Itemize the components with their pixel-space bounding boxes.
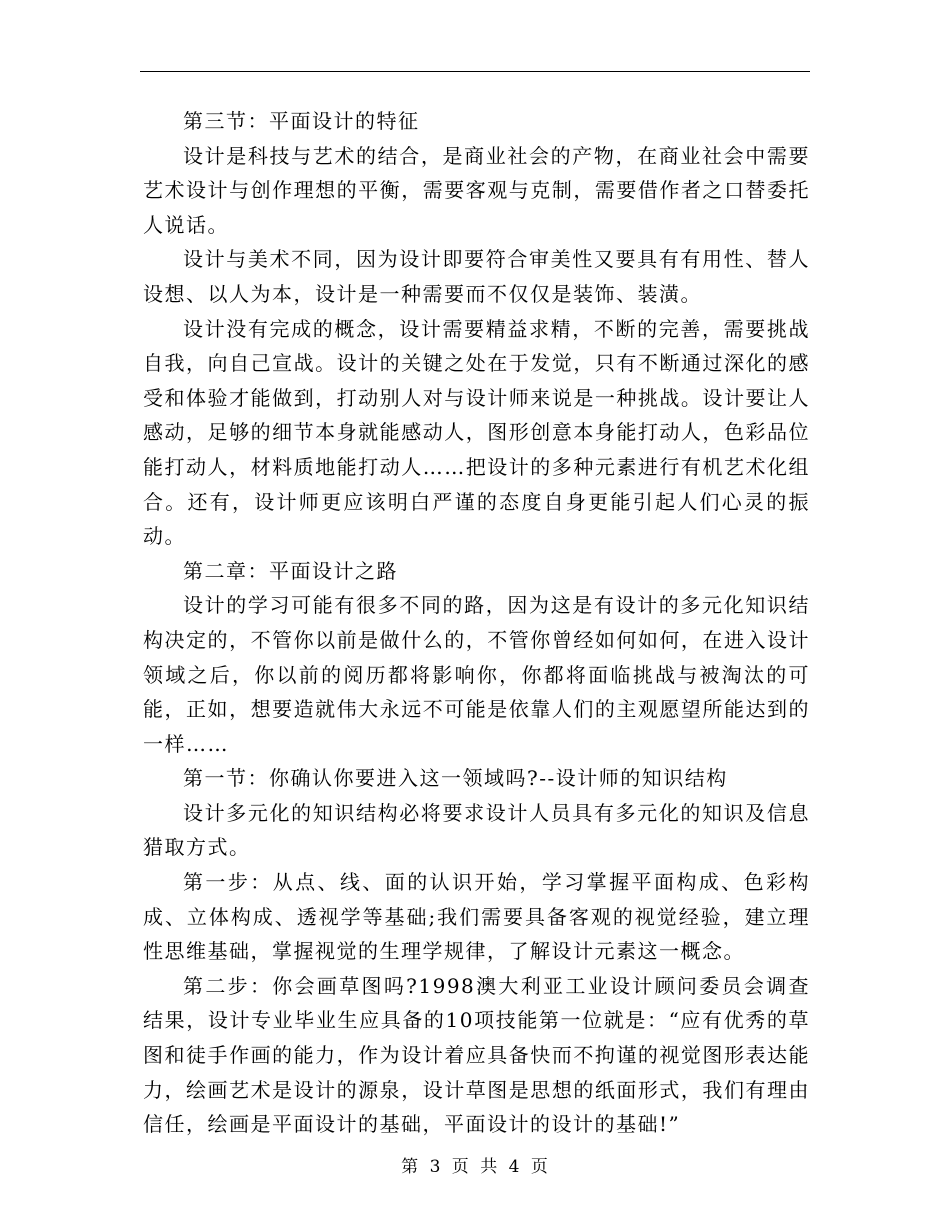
chapter-heading: 第二章：平面设计之路 — [183, 558, 398, 583]
paragraph: 第一步：从点、线、面的认识开始，学习掌握平面构成、色彩构成、立体构成、透视学等基础;我们需要具备客观的视觉经验，建立理性思维基础，掌握视觉的生理学规律，了解设计元素这一概念。 — [143, 870, 810, 964]
paragraph: 设计是科技与艺术的结合，是商业社会的产物，在商业社会中需要艺术设计与创作理想的平衡，需要客观与克制，需要借作者之口替委托人说话。 — [143, 143, 810, 237]
page-number: 第 3 页 共 4 页 — [401, 1157, 549, 1177]
section-heading-features: 第三节：平面设计的特征 — [183, 109, 420, 133]
document-body — [143, 104, 810, 1142]
paragraph: 第二步：你会画草图吗?1998澳大利亚工业设计顾问委员会调查结果，设计专业毕业生应具备的10项技能第一位就是：“应有优秀的草图和徒手作画的能力，作为设计着应具备快而不拘谨的视觉图形表达能力，绘画艺术是设计的源泉，设计草图是思想的纸面形式，我们有理由信任，绘画是平面设计的基础，平面设计的设计的基础!” — [143, 973, 810, 1137]
paragraph: 设计没有完成的概念，设计需要精益求精，不断的完善，需要挑战自我，向自己宣战。设计的关键之处在于发觉，只有不断通过深化的感受和体验才能做到，打动别人对与设计师来说是一种挑战。设计要让人感动，足够的细节本身就能感动人，图形创意本身能打动人，色彩品位能打动人，材料质地能打动人……把设计的多种元素进行有机艺术化组合。还有，设计师更应该明白严谨的态度自身更能引起人们心灵的振动。 — [143, 316, 810, 549]
paragraph: 设计与美术不同，因为设计即要符合审美性又要具有有用性、替人设想、以人为本，设计是一种需要而不仅仅是装饰、装潢。 — [143, 247, 810, 306]
section-heading-knowledge: 第一节：你确认你要进入这一领域吗?--设计师的知识结构 — [183, 766, 728, 791]
paragraph: 设计多元化的知识结构必将要求设计人员具有多元化的知识及信息猎取方式。 — [143, 800, 810, 860]
paragraph: 设计的学习可能有很多不同的路，因为这是有设计的多元化知识结构决定的，不管你以前是做什么的，不管你曾经如何如何，在进入设计领域之后，你以前的阅历都将影响你，你都将面临挑战与被淘汰的可能，正如，想要造就伟大永远不可能是依靠人们的主观愿望所能达到的一样…… — [143, 593, 810, 756]
header-rule — [140, 71, 810, 72]
